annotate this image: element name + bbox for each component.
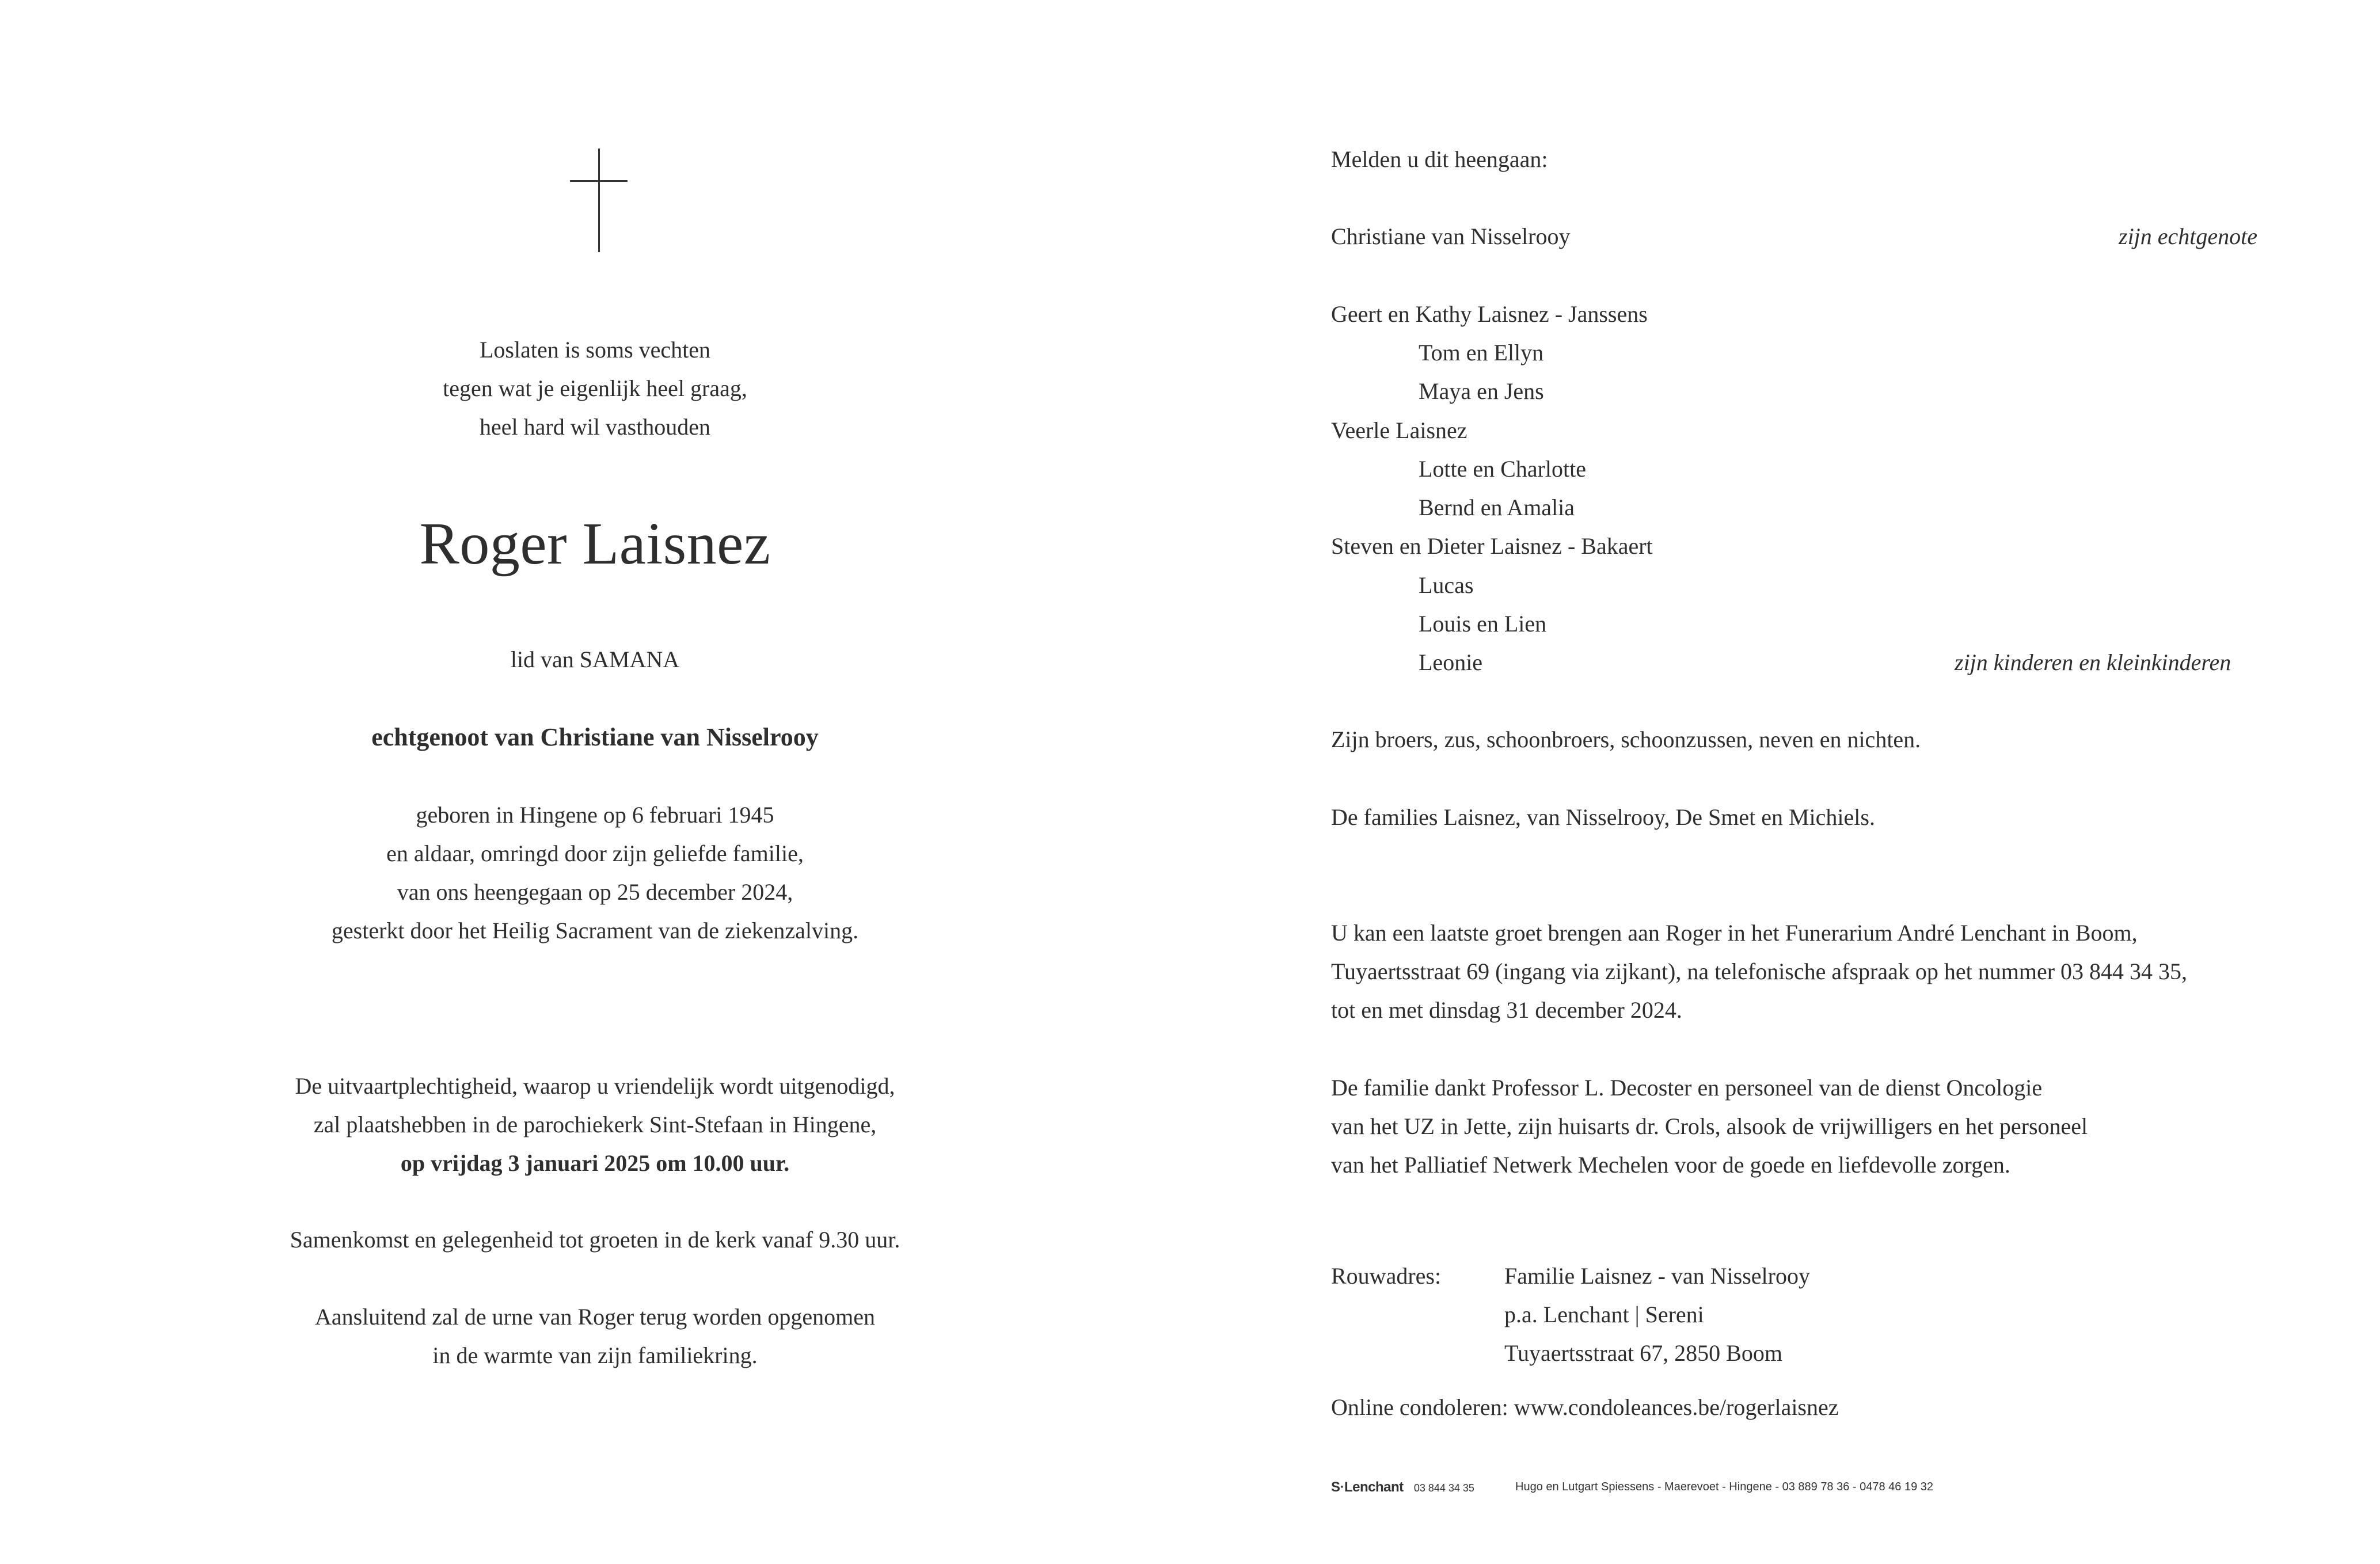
gathering-info	[0, 1220, 1190, 1259]
urn-line: in de warmte van zijn familiekring.	[432, 1342, 758, 1368]
poem-line: heel hard wil vasthouden	[480, 414, 710, 440]
address-line: Familie Laisnez - van Nisselrooy	[1504, 1263, 1810, 1289]
poem-line: Loslaten is soms vechten	[479, 337, 711, 363]
family-member: Maya en Jens	[1419, 378, 1544, 404]
siblings-text: Zijn broers, zus, schoonbroers, schoonzussen, neven en nichten.	[1331, 726, 1921, 752]
birth-line: geboren in Hingene op 6 februari 1945	[416, 802, 774, 828]
spouse-text: echtgenoot van Christiane van Nisselrooy	[371, 723, 819, 751]
family-member: Tom en Ellyn	[1419, 340, 1544, 366]
birth-line: en aldaar, omringd door zijn geliefde familie,	[386, 840, 804, 866]
spouse-line	[0, 718, 1190, 756]
funeral-line: zal plaatshebben in de parochiekerk Sint-Stefaan in Hingene,	[313, 1112, 877, 1137]
family-role: zijn kinderen en kleinkinderen	[1955, 649, 2231, 675]
visit-info	[1331, 914, 2187, 1029]
birth-line: van ons heengegaan op 25 december 2024,	[397, 879, 793, 905]
family-member: Veerle Laisnez	[1331, 417, 1467, 443]
funeral-date: op vrijdag 3 januari 2025 om 10.00 uur.	[400, 1150, 790, 1176]
funeral-line: De uitvaartplechtigheid, waarop u vriendelijk wordt uitgenodigd,	[295, 1073, 895, 1099]
address-label: Rouwadres:	[1331, 1263, 1442, 1289]
family-member: Lotte en Charlotte	[1419, 456, 1587, 482]
address-line: p.a. Lenchant | Sereni	[1504, 1302, 1704, 1327]
address-block	[1504, 1257, 1810, 1372]
spouse-name: Christiane van Nisselrooy	[1331, 223, 1571, 249]
membership	[0, 640, 1190, 679]
gathering-text: Samenkomst en gelegenheid tot groeten in de kerk vanaf 9.30 uur.	[290, 1227, 900, 1253]
birth-line: gesterkt door het Heilig Sacrament van de ziekenzalving.	[331, 918, 859, 943]
urn-info	[0, 1297, 1190, 1375]
poem-line: tegen wat je eigenlijk heel graag,	[443, 375, 747, 401]
thanks-line: van het Palliatief Netwerk Mechelen voor de goede en liefdevolle zorgen.	[1331, 1152, 2010, 1178]
family-member: Geert en Kathy Laisnez - Janssens	[1331, 301, 1648, 327]
visit-line: Tuyaertsstraat 69 (ingang via zijkant), na telefonische afspraak op het nummer 03 844 34 35,	[1331, 958, 2188, 984]
thanks-line: van het UZ in Jette, zijn huisarts dr. Crols, alsook de vrijwilligers en het personeel	[1331, 1113, 2088, 1139]
visit-line: tot en met dinsdag 31 december 2024.	[1331, 997, 1682, 1023]
cross-icon	[570, 149, 628, 252]
urn-line: Aansluitend zal de urne van Roger terug worden opgenomen	[314, 1304, 876, 1330]
footer	[1331, 1479, 1934, 1495]
family-member: Bernd en Amalia	[1419, 494, 1575, 520]
membership-text: lid van SAMANA	[510, 646, 680, 672]
thanks-line: De familie dankt Professor L. Decoster en personeel van de dienst Oncologie	[1331, 1075, 2043, 1101]
thanks-info	[1331, 1068, 2088, 1184]
footer-contact: Hugo en Lutgart Spiessens - Maerevoet - Hingene - 03 889 78 36 - 0478 46 19 32	[1515, 1481, 1934, 1493]
family-member: Steven en Dieter Laisnez - Bakaert	[1331, 533, 1653, 559]
family-member: Lucas	[1419, 572, 1474, 598]
online-condolence: Online condoleren: www.condoleances.be/rogerlaisnez	[1331, 1394, 1839, 1420]
poem	[0, 330, 1190, 446]
address-line: Tuyaertsstraat 67, 2850 Boom	[1504, 1340, 1782, 1366]
birth-info	[0, 796, 1190, 950]
families-text: De families Laisnez, van Nisselrooy, De Smet en Michiels.	[1331, 804, 1875, 830]
spouse-role: zijn echtgenote	[2119, 223, 2258, 249]
deceased-name: Roger Laisnez	[419, 511, 771, 577]
funeral-home-phone: 03 844 34 35	[1413, 1482, 1474, 1494]
intro-text: Melden u dit heengaan:	[1331, 146, 1548, 172]
funeral-info	[0, 1067, 1190, 1182]
family-member: Louis en Lien	[1419, 611, 1547, 637]
funeral-home-logo: S·Lenchant	[1331, 1479, 1404, 1495]
visit-line: U kan een laatste groet brengen aan Roger in het Funerarium André Lenchant in Boom,	[1331, 920, 2138, 946]
family-member: Leonie	[1419, 649, 1483, 675]
